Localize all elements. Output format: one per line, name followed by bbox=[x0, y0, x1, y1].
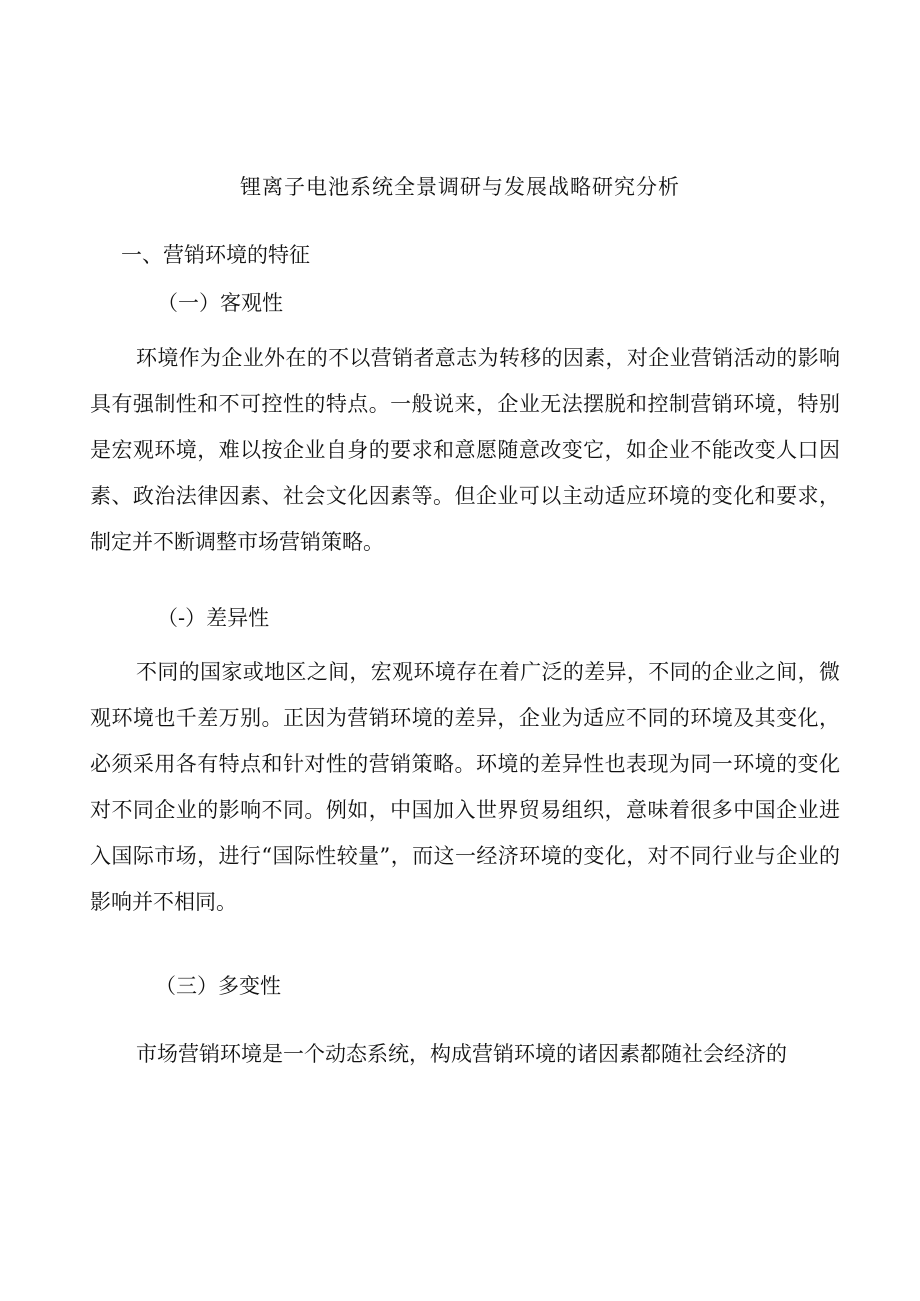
paragraph-variability: 市场营销环境是一个动态系统，构成营销环境的诸因素都随社会经济的 bbox=[136, 1042, 787, 1066]
subsection-heading-difference: （-）差异性 bbox=[157, 606, 270, 630]
document-title: 锂离子电池系统全景调研与发展战略研究分析 bbox=[240, 175, 680, 199]
section-heading: 一、营销环境的特征 bbox=[121, 243, 310, 267]
subsection-heading-objectivity: （一）客观性 bbox=[157, 291, 283, 315]
subsection-heading-variability: （三）多变性 bbox=[155, 974, 281, 998]
paragraph-objectivity: 环境作为企业外在的不以营销者意志为转移的因素，对企业营销活动的影响具有强制性和不可控性的特点。一般说来，企业无法摆脱和控制营销环境，特别是宏观环境，难以按企业自身的要求和意愿随意改变它，如企业不能改变人口因素、政治法律因素、社会文化因素等。但企业可以主动适应环境的变化和要求，制定并不断调整市场营销策略。 bbox=[90, 346, 840, 554]
paragraph-difference: 不同的国家或地区之间，宏观环境存在着广泛的差异，不同的企业之间，微观环境也千差万别。正因为营销环境的差异，企业为适应不同的环境及其变化，必须采用各有特点和针对性的营销策略。环境的差异性也表现为同一环境的变化对不同企业的影响不同。例如，中国加入世界贸易组织，意味着很多中国企业进入国际市场，进行“国际性较量”，而这一经济环境的变化，对不同行业与企业的影响并不相同。 bbox=[90, 660, 840, 914]
